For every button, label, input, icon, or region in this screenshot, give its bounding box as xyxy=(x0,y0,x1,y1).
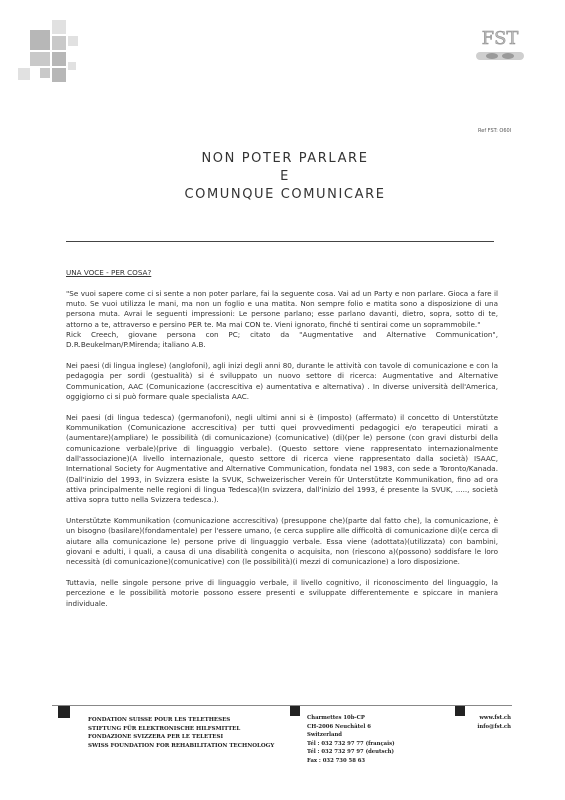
decor-square xyxy=(68,36,78,46)
decor-square xyxy=(40,68,50,78)
decor-square xyxy=(30,52,50,66)
paragraph: Unterstützte Kommunikation (comunicazione accrescitiva) (presuppone che)(parte dal fatto che), la comunicazione, è un bisogno (basilare)(fondamentale) per l'essere umano, (e cerca supplire alle difficoltà di comunicazione di)(e cerca di aiutare alla comunicazione le) persone prive di linguaggio verbale. Essa viene (adottata)(utilizzata) con bambini, giovani e adulti, i quali, a causa di una disabilità congenita o acquisita, non (riescono a)(possono) soddisfare le loro necessità (di comunicazione)(comunicative) con (le possibilità)(i mezzi di comunicazione) a loro disposizione. xyxy=(66,515,498,567)
decor-square xyxy=(30,30,50,50)
foundation-names xyxy=(88,716,274,750)
phone-line: Tél : 032 732 97 97 (deutsch) xyxy=(307,749,395,756)
reference-number: Ref FST: O60I xyxy=(478,128,512,134)
decor-square xyxy=(52,68,66,82)
document-title xyxy=(60,150,510,204)
quote-paragraph: "Se vuoi sapere come ci si sente a non poter parlare, fai la seguente cosa. Vai ad un Party e non parlare. Gioca a fare il muto. Se vuoi utilizza le mani, ma non un foglio e una matita. Non sempre folio e matita sono a disposizione di una persona muta. Avrai le seguenti impressioni: Le persone parlano; esse parlano davanti, dietro, sopra, sotto di te, attorno a te, attraverso e persino PER te. Ma mai CON te. Vieni ignorato, finché ti sentirai come un soprammobile." xyxy=(66,288,498,329)
logo-text: FST xyxy=(481,28,519,49)
address-line: Charmettes 10b-CP xyxy=(307,715,365,721)
fst-logo xyxy=(470,26,530,70)
title-line-1: NON POTER PARLARE xyxy=(201,151,369,166)
title-divider xyxy=(66,241,494,242)
fax-line: Fax : 032 730 58 63 xyxy=(307,757,366,764)
footer-square xyxy=(455,706,465,716)
footer-square xyxy=(290,706,300,716)
title-line-2: E xyxy=(280,169,290,184)
address-line: Switzerland xyxy=(307,732,343,739)
paragraph: Nei paesi (di lingua inglese) (anglofoni), agli inizi degli anni 80, durante le attività con tavole di comunicazione e con la pedagogia per sordi (gestualità) si é sviluppato un nuovo settore di ricerca: Augmentative and Alternative Communication, AAC (Comunicazione (accrescitiva e) aumentativa e alternativa) . In diverse università dell'America, oggigiorno ci si può formare quale specialista AAC. xyxy=(66,361,498,401)
decor-square xyxy=(52,20,66,34)
foundation-name: STIFTUNG FÜR ELEKTRONISCHE HILFSMITTEL xyxy=(88,725,241,732)
footer-square xyxy=(58,706,70,718)
foundation-name: FONDAZIONE SVIZZERA PER LE TELETESI xyxy=(88,734,224,741)
address-line: CH-2006 Neuchâtel 6 xyxy=(307,723,371,730)
paragraph: Nei paesi (di lingua tedesca) (germanofoni), negli ultimi anni si è (imposto) (affermato) il concetto di Unterstützte Kommunikation (Comunicazione accrescitiva) per tutti quei provvedimenti pedagogici e/o terapeutici mirati a (aumentare)(ampliare) le possibilità (di comunicazione) (comunicative) (di)(per le) persone (con gravi disturbi della comunicazione verbale)(prive di linguaggio verbale). (Questo settore viene rappresentato internazionalmente dall'associazione)(A livello internazionale, questo settore di ricerca viene rappresentato dalla società) ISAAC, International Society for Augmentative and Alternative Communication, fondata nel 1983, con sede a Toronto/Kanada. (Dall'inizio del 1993, in Svizzera esiste la SVUK, Schweizerischer Verein für Unterstützte Kommunikation, fino ad ora attiva principalmente nelle regioni di lingua Tedesca)(In svizzera, dall'inizio del 1993, é presente la SVUK, ....., società attiva sopra tutto nella Svizzera tedesca.). xyxy=(66,412,498,505)
document-body xyxy=(66,268,498,619)
decor-square xyxy=(52,36,66,50)
foundation-name: FONDATION SUISSE POUR LES TELETHESES xyxy=(88,717,231,723)
title-line-3: COMUNQUE COMUNICARE xyxy=(184,187,386,202)
email-link[interactable]: info@fst.ch xyxy=(477,723,511,730)
website-link[interactable]: www.fst.ch xyxy=(479,715,511,721)
quote-attribution: Rick Creech, giovane persona con PC; citato da "Augmentative and Alternative Communication", D.R.Beukelman/P.Mirenda; italiano A.B. xyxy=(66,329,498,350)
decor-square xyxy=(68,62,76,70)
foundation-name: SWISS FOUNDATION FOR REHABILITATION TECHNOLOGY xyxy=(88,742,275,749)
phone-line: Tél : 032 732 97 77 (français) xyxy=(307,740,395,747)
section-heading: UNA VOCE - PER COSA? xyxy=(66,268,152,277)
footer-divider xyxy=(52,705,512,706)
decor-square xyxy=(18,68,30,80)
decor-square xyxy=(52,52,66,66)
web-contact xyxy=(469,714,511,731)
paragraph: Tuttavia, nelle singole persone prive di linguaggio verbale, il livello cognitivo, il riconoscimento del linguaggio, la percezione e le possibilità motorie possono essere presenti e sviluppate differentemente e spiccare in maniera individuale. xyxy=(66,577,498,608)
contact-address xyxy=(307,714,395,766)
